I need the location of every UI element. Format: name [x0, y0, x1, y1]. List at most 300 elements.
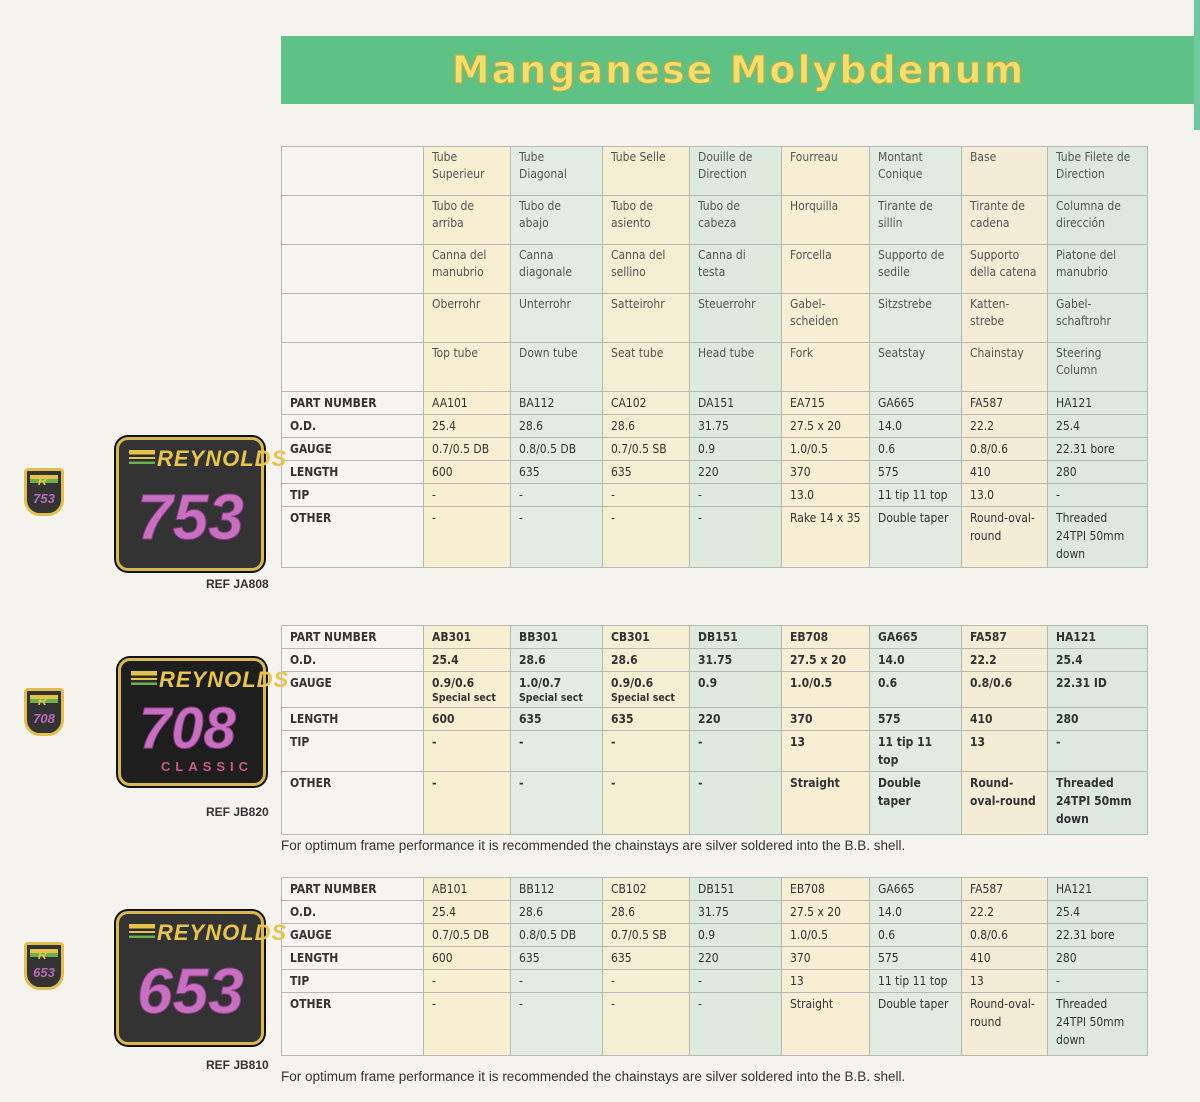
table-row: [282, 649, 1148, 672]
table-cell: [870, 461, 962, 484]
table-cell: [870, 438, 962, 461]
table-cell: [424, 438, 511, 461]
cell-value: BB112: [519, 882, 555, 896]
row-label: PART NUMBER: [282, 878, 424, 901]
row-label: O.D.: [282, 901, 424, 924]
table-cell: [511, 772, 603, 835]
cell-value: 25.4: [432, 905, 457, 919]
table-cell: [603, 484, 690, 507]
cell-value: Double taper: [878, 997, 949, 1011]
table-cell: [690, 947, 782, 970]
table-row: [282, 392, 1148, 415]
cell-value: 0.9/0.6: [611, 676, 654, 690]
row-label: TIP: [282, 731, 424, 772]
cell-value: 14.0: [878, 653, 905, 667]
table-cell: [424, 415, 511, 438]
table-row: [282, 878, 1148, 901]
column-name: Down tube: [511, 343, 603, 392]
column-name: Tube Superieur: [424, 147, 511, 196]
table-cell: [782, 672, 870, 708]
table-cell: [511, 901, 603, 924]
column-name: Head tube: [690, 343, 782, 392]
cell-value: EB708: [790, 630, 829, 644]
table-cell: [782, 392, 870, 415]
spec-table-753: [281, 146, 1148, 568]
table-cell: [870, 484, 962, 507]
table-cell: [424, 731, 511, 772]
table-row: [282, 626, 1148, 649]
cell-value: 22.2: [970, 905, 995, 919]
cell-value: 31.75: [698, 905, 729, 919]
cell-value: HA121: [1056, 396, 1093, 410]
cell-value: 0.7/0.5 SB: [611, 442, 667, 456]
cell-value: 280: [1056, 712, 1079, 726]
table-cell: [511, 507, 603, 568]
stripe-icon: [129, 450, 155, 464]
cell-value: -: [611, 974, 615, 988]
cell-value: -: [519, 776, 524, 790]
table-cell: [870, 507, 962, 568]
table-cell: [603, 649, 690, 672]
table-cell: [870, 993, 962, 1056]
column-name: Seat tube: [603, 343, 690, 392]
table-cell: [1048, 415, 1148, 438]
table-row: [282, 438, 1148, 461]
reynolds-708-decal: [118, 658, 290, 786]
cell-value: 370: [790, 712, 813, 726]
table-cell: [962, 993, 1048, 1056]
column-name: Canna del sellino: [603, 245, 690, 294]
table-cell: [870, 708, 962, 731]
table-cell: [690, 924, 782, 947]
cell-value: 25.4: [1056, 905, 1081, 919]
table-cell: [424, 649, 511, 672]
table-cell: [511, 924, 603, 947]
page-title: Manganese Molybdenum: [451, 48, 1026, 92]
table-cell: [690, 672, 782, 708]
table-cell: [782, 924, 870, 947]
table-row: [282, 924, 1148, 947]
column-name: Oberrohr: [424, 294, 511, 343]
cell-value: 220: [698, 465, 719, 479]
stripe-icon: [129, 924, 155, 938]
cell-value: -: [698, 488, 702, 502]
cell-value: 13.0: [790, 488, 815, 502]
table-row: [282, 507, 1148, 568]
table-cell: [782, 947, 870, 970]
blank-cell: [282, 245, 424, 294]
cell-value: 600: [432, 465, 453, 479]
table-cell: [782, 649, 870, 672]
cell-value: 0.7/0.5 SB: [611, 928, 667, 942]
cell-value: 0.6: [878, 442, 896, 456]
decal-brand: REYNOLDS: [157, 920, 288, 945]
column-name: Tirante de cadena: [962, 196, 1048, 245]
spec-table-708: [281, 625, 1148, 835]
table-cell: [870, 392, 962, 415]
table-row: [282, 484, 1148, 507]
column-name-row: [282, 147, 1148, 196]
row-label: O.D.: [282, 649, 424, 672]
column-name-row: [282, 343, 1148, 392]
cell-value: 11 tip 11 top: [878, 735, 933, 767]
table-cell: [1048, 772, 1148, 835]
row-label: O.D.: [282, 415, 424, 438]
table-cell: [782, 970, 870, 993]
row-label: LENGTH: [282, 947, 424, 970]
table-cell: [782, 484, 870, 507]
table-cell: [690, 731, 782, 772]
cell-value: 22.31 bore: [1056, 928, 1115, 942]
cell-value: FA587: [970, 630, 1007, 644]
cell-value: HA121: [1056, 630, 1096, 644]
cell-value: 25.4: [1056, 653, 1083, 667]
cell-value: FA587: [970, 396, 1004, 410]
reynolds-653-decal: [116, 911, 288, 1045]
column-name: Steuerrohr: [690, 294, 782, 343]
table-cell: [603, 947, 690, 970]
table-cell: [424, 461, 511, 484]
table-cell: [870, 772, 962, 835]
blank-cell: [282, 343, 424, 392]
table-cell: [690, 878, 782, 901]
cell-value: 14.0: [878, 419, 903, 433]
column-name: Douille de Direction: [690, 147, 782, 196]
table-cell: [1048, 970, 1148, 993]
ref-label: REF JB810: [206, 1058, 269, 1072]
table-cell: [511, 970, 603, 993]
column-name: Gabel-schaftrohr: [1048, 294, 1148, 343]
cell-value: 0.8/0.6: [970, 928, 1008, 942]
column-name: Base: [962, 147, 1048, 196]
table-cell: [511, 392, 603, 415]
table-row: [282, 672, 1148, 708]
table-cell: [1048, 626, 1148, 649]
cell-subvalue: Special sect: [519, 692, 583, 704]
column-name: Steering Column: [1048, 343, 1148, 392]
table-cell: [603, 672, 690, 708]
footnote: For optimum frame performance it is recommended the chainstays are silver soldered into the B.B. shell.: [281, 1069, 906, 1084]
cell-value: DB151: [698, 882, 735, 896]
column-name: Katten-strebe: [962, 294, 1048, 343]
cell-value: 28.6: [519, 905, 544, 919]
cell-value: -: [432, 735, 437, 749]
column-name: Horquilla: [782, 196, 870, 245]
table-cell: [962, 772, 1048, 835]
cell-value: EA715: [790, 396, 825, 410]
cell-value: Threaded 24TPI 50mm down: [1056, 776, 1132, 826]
cell-value: -: [432, 974, 436, 988]
table-cell: [870, 878, 962, 901]
table-cell: [870, 731, 962, 772]
table-cell: [962, 461, 1048, 484]
cell-value: 635: [611, 712, 634, 726]
table-cell: [690, 708, 782, 731]
column-name: Fourreau: [782, 147, 870, 196]
cell-value: Threaded 24TPI 50mm down: [1056, 511, 1125, 561]
cell-value: 635: [611, 465, 632, 479]
table-cell: [962, 507, 1048, 568]
table-cell: [690, 415, 782, 438]
table-cell: [603, 924, 690, 947]
table-cell: [782, 507, 870, 568]
cell-value: 13.0: [970, 488, 995, 502]
cell-value: 0.7/0.5 DB: [432, 442, 490, 456]
table-cell: [962, 484, 1048, 507]
cell-value: 410: [970, 712, 993, 726]
column-name: Tube Selle: [603, 147, 690, 196]
row-label: OTHER: [282, 507, 424, 568]
cell-value: 1.0/0.7: [519, 676, 562, 690]
cell-value: BA112: [519, 396, 555, 410]
table-cell: [1048, 993, 1148, 1056]
column-name: Forcella: [782, 245, 870, 294]
table-cell: [511, 708, 603, 731]
table-cell: [962, 649, 1048, 672]
cell-value: 27.5 x 20: [790, 653, 847, 667]
cell-value: Straight: [790, 776, 840, 790]
cell-value: 575: [878, 951, 899, 965]
column-name: Tubo de asiento: [603, 196, 690, 245]
cell-value: 28.6: [611, 419, 636, 433]
cell-value: -: [432, 488, 436, 502]
stripe-icon: [131, 671, 157, 685]
cell-value: Straight: [790, 997, 834, 1011]
table-cell: [1048, 731, 1148, 772]
table-cell: [962, 924, 1048, 947]
table-cell: [424, 708, 511, 731]
cell-value: 1.0/0.5: [790, 928, 828, 942]
table-cell: [962, 672, 1048, 708]
table-cell: [603, 878, 690, 901]
table-cell: [1048, 438, 1148, 461]
table-cell: [603, 772, 690, 835]
table-cell: [603, 731, 690, 772]
table-cell: [870, 924, 962, 947]
table-cell: [962, 438, 1048, 461]
table-cell: [690, 484, 782, 507]
table-cell: [690, 901, 782, 924]
cell-value: Double taper: [878, 511, 949, 525]
column-name: Canna di testa: [690, 245, 782, 294]
title-banner: [281, 36, 1196, 104]
table-cell: [690, 970, 782, 993]
cell-value: 0.9: [698, 676, 718, 690]
table-cell: [962, 731, 1048, 772]
column-name: Unterrohr: [511, 294, 603, 343]
cell-value: 13: [970, 974, 984, 988]
table-cell: [424, 392, 511, 415]
table-cell: [962, 626, 1048, 649]
column-name: Sitzstrebe: [870, 294, 962, 343]
cell-value: GA665: [878, 630, 918, 644]
table-row: [282, 415, 1148, 438]
column-name: Piatone del manubrio: [1048, 245, 1148, 294]
table-cell: [870, 672, 962, 708]
column-name: Tubo de arriba: [424, 196, 511, 245]
column-name: Fork: [782, 343, 870, 392]
cell-value: 22.2: [970, 653, 997, 667]
row-label: TIP: [282, 970, 424, 993]
cell-value: 370: [790, 465, 811, 479]
cell-value: 11 tip 11 top: [878, 974, 948, 988]
cell-value: 0.8/0.5 DB: [519, 442, 577, 456]
cell-value: Round-oval-round: [970, 511, 1035, 543]
cell-value: BB301: [519, 630, 558, 644]
table-cell: [870, 970, 962, 993]
table-cell: [782, 438, 870, 461]
cell-value: 13: [790, 974, 804, 988]
cell-value: 0.8/0.6: [970, 676, 1013, 690]
table-cell: [424, 507, 511, 568]
table-cell: [424, 626, 511, 649]
cell-value: 25.4: [432, 653, 459, 667]
cell-value: 0.9: [698, 928, 716, 942]
table-cell: [690, 392, 782, 415]
cell-value: 410: [970, 951, 991, 965]
column-name: Top tube: [424, 343, 511, 392]
table-cell: [1048, 947, 1148, 970]
table-cell: [424, 901, 511, 924]
cell-value: -: [1056, 488, 1060, 502]
table-cell: [690, 772, 782, 835]
decal-subtitle: CLASSIC: [161, 759, 254, 774]
table-cell: [603, 626, 690, 649]
cell-value: Round-oval-round: [970, 776, 1036, 808]
table-cell: [782, 878, 870, 901]
cell-value: 25.4: [1056, 419, 1081, 433]
table-cell: [782, 626, 870, 649]
table-cell: [511, 731, 603, 772]
cell-value: Threaded 24TPI 50mm down: [1056, 997, 1125, 1047]
table-cell: [1048, 507, 1148, 568]
table-cell: [1048, 461, 1148, 484]
table-row: [282, 731, 1148, 772]
decal-number: 708: [139, 696, 236, 761]
badge-653-icon: R 653: [24, 942, 64, 990]
cell-value: -: [1056, 735, 1061, 749]
table-cell: [1048, 672, 1148, 708]
table-row: [282, 947, 1148, 970]
cell-value: 31.75: [698, 653, 733, 667]
cell-value: 0.9/0.6: [432, 676, 475, 690]
cell-value: 27.5 x 20: [790, 905, 842, 919]
table-cell: [511, 484, 603, 507]
cell-value: 0.8/0.5 DB: [519, 928, 577, 942]
column-name: Seatstay: [870, 343, 962, 392]
table-cell: [1048, 392, 1148, 415]
table-cell: [870, 649, 962, 672]
cell-value: DB151: [698, 630, 738, 644]
cell-value: 1.0/0.5: [790, 442, 828, 456]
table-row: [282, 772, 1148, 835]
row-label: OTHER: [282, 772, 424, 835]
column-name: Tubo de abajo: [511, 196, 603, 245]
table-cell: [424, 970, 511, 993]
cell-value: 575: [878, 465, 899, 479]
table-cell: [962, 947, 1048, 970]
badge-708-icon: R 708: [24, 688, 64, 736]
cell-value: -: [698, 776, 703, 790]
cell-value: AA101: [432, 396, 468, 410]
table-cell: [603, 901, 690, 924]
decal-brand: REYNOLDS: [159, 667, 290, 692]
table-cell: [870, 626, 962, 649]
cell-value: FA587: [970, 882, 1004, 896]
cell-value: -: [698, 511, 702, 525]
decal-number: 753: [137, 481, 244, 553]
spec-table-653: [281, 877, 1148, 1056]
cell-value: CB301: [611, 630, 650, 644]
cell-value: EB708: [790, 882, 825, 896]
table-cell: [424, 672, 511, 708]
row-label: GAUGE: [282, 924, 424, 947]
table-row: [282, 708, 1148, 731]
cell-value: -: [611, 776, 616, 790]
table-cell: [424, 878, 511, 901]
table-cell: [603, 507, 690, 568]
table-cell: [511, 993, 603, 1056]
cell-value: 280: [1056, 951, 1077, 965]
column-name: Tubo de cabeza: [690, 196, 782, 245]
table-row: [282, 461, 1148, 484]
table-cell: [870, 901, 962, 924]
cell-value: 22.31 ID: [1056, 676, 1107, 690]
page-edge-strip: [1194, 0, 1200, 130]
table-cell: [782, 993, 870, 1056]
cell-value: AB101: [432, 882, 468, 896]
table-row: [282, 901, 1148, 924]
cell-value: GA665: [878, 882, 915, 896]
table-cell: [511, 438, 603, 461]
table-cell: [511, 461, 603, 484]
column-name-row: [282, 196, 1148, 245]
column-name: Columna de dirección: [1048, 196, 1148, 245]
cell-value: 0.7/0.5 DB: [432, 928, 490, 942]
table-cell: [424, 924, 511, 947]
table-cell: [782, 415, 870, 438]
table-cell: [962, 878, 1048, 901]
table-cell: [690, 461, 782, 484]
cell-value: 635: [519, 465, 540, 479]
table-cell: [511, 947, 603, 970]
reynolds-753-decal: [116, 437, 288, 571]
table-row: [282, 970, 1148, 993]
cell-value: Round-oval-round: [970, 997, 1035, 1029]
column-name: Tirante de sillin: [870, 196, 962, 245]
table-cell: [690, 438, 782, 461]
column-name: Satteirohr: [603, 294, 690, 343]
blank-cell: [282, 196, 424, 245]
table-cell: [1048, 484, 1148, 507]
table-cell: [1048, 708, 1148, 731]
table-cell: [511, 878, 603, 901]
row-label: PART NUMBER: [282, 392, 424, 415]
footnote: For optimum frame performance it is recommended the chainstays are silver soldered into the B.B. shell.: [281, 838, 906, 853]
cell-value: -: [519, 488, 523, 502]
blank-cell: [282, 147, 424, 196]
cell-value: -: [432, 997, 436, 1011]
column-name-row: [282, 294, 1148, 343]
cell-value: 28.6: [611, 653, 638, 667]
table-cell: [962, 708, 1048, 731]
table-cell: [782, 901, 870, 924]
cell-value: -: [611, 997, 615, 1011]
decal-brand: REYNOLDS: [157, 446, 288, 471]
row-label: GAUGE: [282, 438, 424, 461]
cell-value: -: [519, 974, 523, 988]
cell-value: 13: [970, 735, 986, 749]
